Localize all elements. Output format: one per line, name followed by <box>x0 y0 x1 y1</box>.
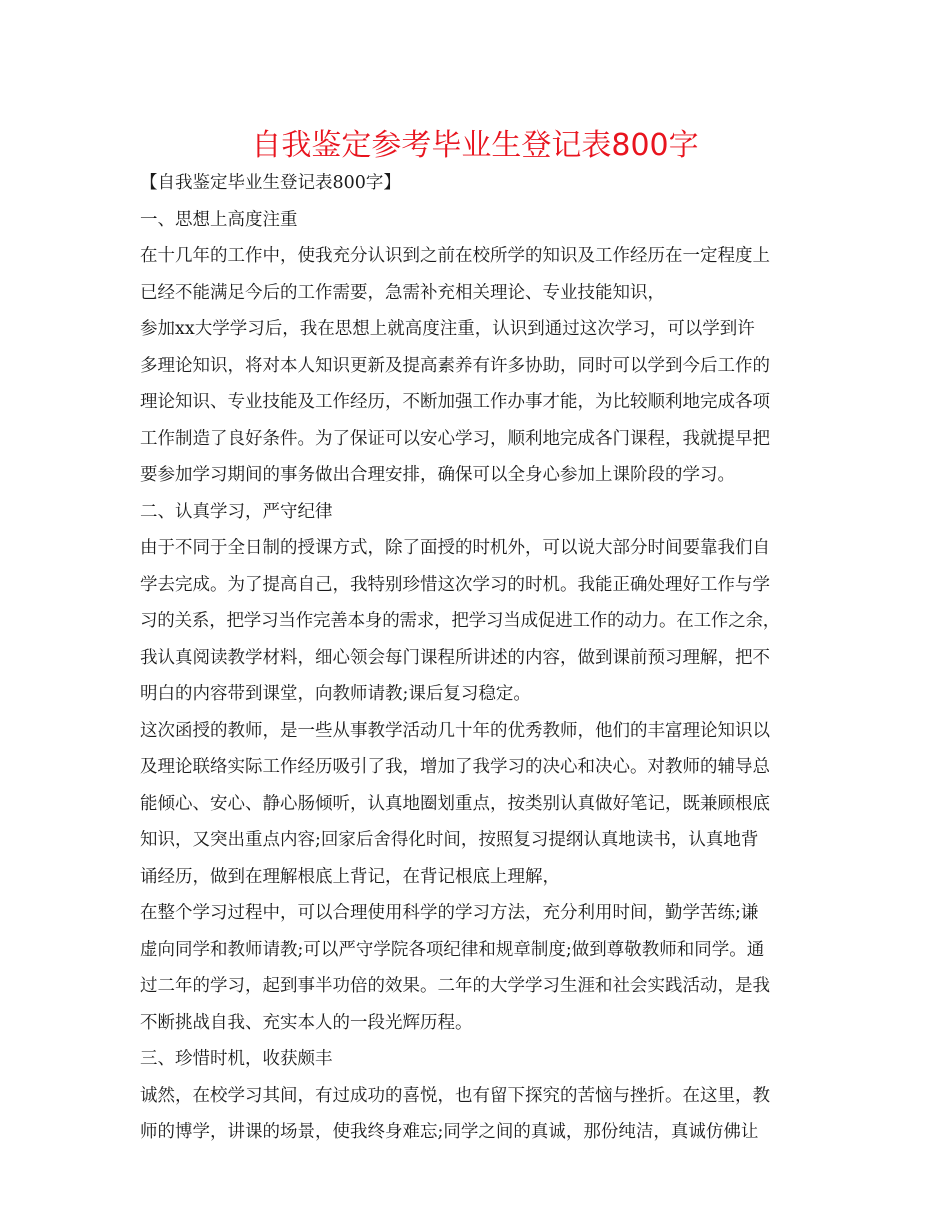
paragraph-line: 工作制造了良好条件。为了保证可以安心学习，顺利地完成各门课程，我就提早把 <box>140 428 770 449</box>
paragraph-line: 由于不同于全日制的授课方式，除了面授的时机外，可以说大部分时间要靠我们自 <box>140 538 770 558</box>
section-heading-3: 三、珍惜时机，收获颇丰 <box>140 1049 333 1069</box>
paragraph-line: 理论知识、专业技能及工作经历，不断加强工作办事才能，为比较顺利地完成各项 <box>140 392 770 412</box>
paragraph-line: 习的关系，把学习当作完善本身的需求，把学习当成促进工作的动力。在工作之余， <box>140 611 781 631</box>
paragraph-line: 知识，又突出重点内容;回家后舍得化时间，按照复习提纲认真地读书，认真地背 <box>140 830 759 850</box>
section-heading-2: 二、认真学习，严守纪律 <box>140 501 333 522</box>
paragraph-line: 在十几年的工作中，使我充分认识到之前在校所学的知识及工作经历在一定程度上 <box>140 246 770 266</box>
paragraph-line: 及理论联络实际工作经历吸引了我，增加了我学习的决心和决心。对教师的辅导总 <box>140 757 770 777</box>
document-body <box>140 165 820 1151</box>
paragraph-line: 这次函授的教师，是一些从事教学活动几十年的优秀教师，他们的丰富理论知识以 <box>140 720 770 741</box>
paragraph-line: 要参加学习期间的事务做出合理安排，确保可以全身心参加上课阶段的学习。 <box>140 465 735 485</box>
paragraph-line: 已经不能满足今后的工作需要，急需补充相关理论、专业技能知识， <box>140 282 665 303</box>
paragraph-line: 诚然，在校学习其间，有过成功的喜悦，也有留下探究的苦恼与挫折。在这里，教 <box>140 1085 770 1106</box>
paragraph-line: 不断挑战自我、充实本人的一段光辉历程。 <box>140 1012 473 1033</box>
paragraph-line: 多理论知识，将对本人知识更新及提高素养有许多协助，同时可以学到今后工作的 <box>140 355 770 376</box>
paragraph-line: 我认真阅读教学材料，细心领会每门课程所讲述的内容，做到课前预习理解，把不 <box>140 647 770 668</box>
paragraph-line: 参加xx大学学习后，我在思想上就高度注重，认识到通过这次学习，可以学到许 <box>140 319 755 339</box>
paragraph-line: 能倾心、安心、静心肠倾听，认真地圈划重点，按类别认真做好笔记，既兼顾根底 <box>140 793 770 814</box>
subtitle-line: 【自我鉴定毕业生登记表800字】 <box>140 173 401 193</box>
paragraph-line: 在整个学习过程中，可以合理使用科学的学习方法，充分利用时间，勤学苦练;谦 <box>140 903 759 923</box>
paragraph-line: 师的博学，讲课的场景，使我终身难忘;同学之间的真诚，那份纯洁，真诚仿佛让 <box>140 1122 759 1142</box>
paragraph-line: 过二年的学习，起到事半功倍的效果。二年的大学学习生涯和社会实践活动，是我 <box>140 976 770 996</box>
section-heading-1: 一、思想上高度注重 <box>140 209 298 230</box>
paragraph-line: 学去完成。为了提高自己，我特别珍惜这次学习的时机。我能正确处理好工作与学 <box>140 574 770 595</box>
paragraph-line: 虚向同学和教师请教;可以严守学院各项纪律和规章制度;做到尊敬教师和同学。通 <box>140 939 765 960</box>
document-title: 自我鉴定参考毕业生登记表800字 <box>251 128 699 163</box>
paragraph-line: 明白的内容带到课堂，向教师请教;课后复习稳定。 <box>140 684 531 704</box>
paragraph-line: 诵经历，做到在理解根底上背记，在背记根底上理解， <box>140 866 560 887</box>
